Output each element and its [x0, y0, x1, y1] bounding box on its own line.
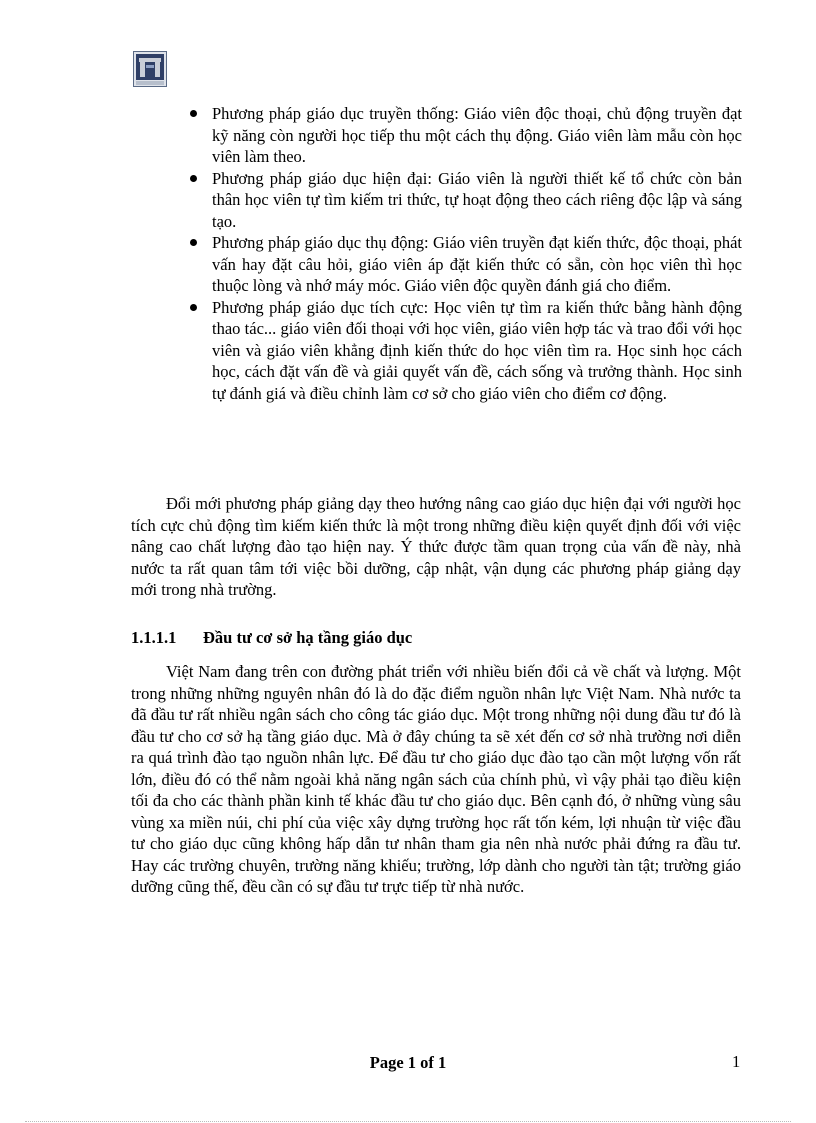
list-item	[190, 168, 742, 233]
bullet-icon	[190, 304, 197, 311]
bullet-icon	[190, 110, 197, 117]
list-item-text: Phương pháp giáo dục tích cực: Học viên tự tìm ra kiến thức bằng hành động thao tác... giáo viên đối thoại với học viên, giáo viên hợp tác và trao đổi với học viên và giáo viên khẳng định kiến thức do học viên tìm ra. Học sinh học cách học, cách đặt vấn đề và giải quyết vấn đề, cách sống và trưởng thành. Học sinh tự đánh giá và điều chỉnh làm cơ sở cho giáo viên cho điểm cơ động.	[212, 297, 742, 403]
document-logo-icon	[133, 51, 167, 87]
page-bottom-border	[25, 1121, 791, 1122]
section-number: 1.1.1.1	[131, 628, 177, 647]
page-number: 1	[732, 1052, 741, 1071]
bullet-icon	[190, 175, 197, 182]
section-title: Đầu tư cơ sở hạ tầng giáo dục	[203, 628, 413, 647]
body-paragraph: Việt Nam đang trên con đường phát triển với nhiều biến đổi cả về chất và lượng. Một trong những những nguyên nhân đó là do đặc điểm nguồn nhân lực Việt Nam. Nhà nước ta đã đầu tư rất nhiều ngân sách cho công tác giáo dục. Một trong những nội dung đầu tư đó là đầu tư cho cơ sở hạ tầng giáo dục. Mà ở đây chúng ta sẽ xét đến cơ sở nhà trường nơi diễn ra quá trình đào tạo nguồn nhân lực. Để đầu tư cho giáo dục đào tạo cần một lượng vốn rất lớn, điều đó có thể nằm ngoài khả năng ngân sách của chính phủ, vì vậy phải tạo điều kiện tối đa cho các thành phần kinh tế khác đầu tư cho giáo dục. Bên cạnh đó, ở những vùng sâu vùng xa miền núi, chi phí của việc xây dựng trường học rất tốn kém, lợi nhuận từ việc đầu tư cho giáo dục cũng không hấp dẫn tư nhân tham gia nên nhà nước phải đứng ra đầu tư. Hay các trường chuyên, trường năng khiếu; trường, lớp dành cho người tàn tật; trường giáo dưỡng cũng thế, đều cần có sự đầu tư trực tiếp từ nhà nước.	[131, 662, 741, 896]
body-paragraph: Đổi mới phương pháp giảng dạy theo hướng nâng cao giáo dục hiện đại với người học tích cực chủ động tìm kiếm kiến thức là một trong những điều kiện quyết định đối với việc nâng cao chất lượng đào tạo hiện nay. Ý thức được tầm quan trọng của vấn đề này, nhà nước ta rất quan tâm tới việc bồi dưỡng, cập nhật, vận dụng các phương pháp giảng dạy mới trong nhà trường.	[131, 494, 741, 599]
page-footer-label: Page 1 of 1	[369, 1053, 447, 1072]
list-item	[190, 297, 742, 405]
list-item-text: Phương pháp giáo dục hiện đại: Giáo viên là người thiết kế tổ chức còn bản thân học viên tự tìm kiếm tri thức, tự hoạt động theo cách riêng độc lập và sáng tạo.	[212, 168, 742, 231]
list-item	[190, 232, 742, 297]
section-heading	[131, 627, 412, 649]
bullet-list	[190, 103, 742, 404]
list-item-text: Phương pháp giáo dục truyền thống: Giáo viên độc thoại, chủ động truyền đạt kỹ năng còn người học tiếp thu một cách thụ động. Giáo viên làm mẫu còn học viên làm theo.	[212, 104, 742, 166]
list-item-text: Phương pháp giáo dục thụ động: Giáo viên truyền đạt kiến thức, độc thoại, phát vấn hay đặt câu hỏi, giáo viên áp đặt kiến thức có sẵn, còn học viên thì học thuộc lòng và nhớ máy móc. Giáo viên độc quyền đánh giá cho điểm.	[212, 233, 742, 295]
list-item	[190, 103, 742, 168]
bullet-icon	[190, 239, 197, 246]
